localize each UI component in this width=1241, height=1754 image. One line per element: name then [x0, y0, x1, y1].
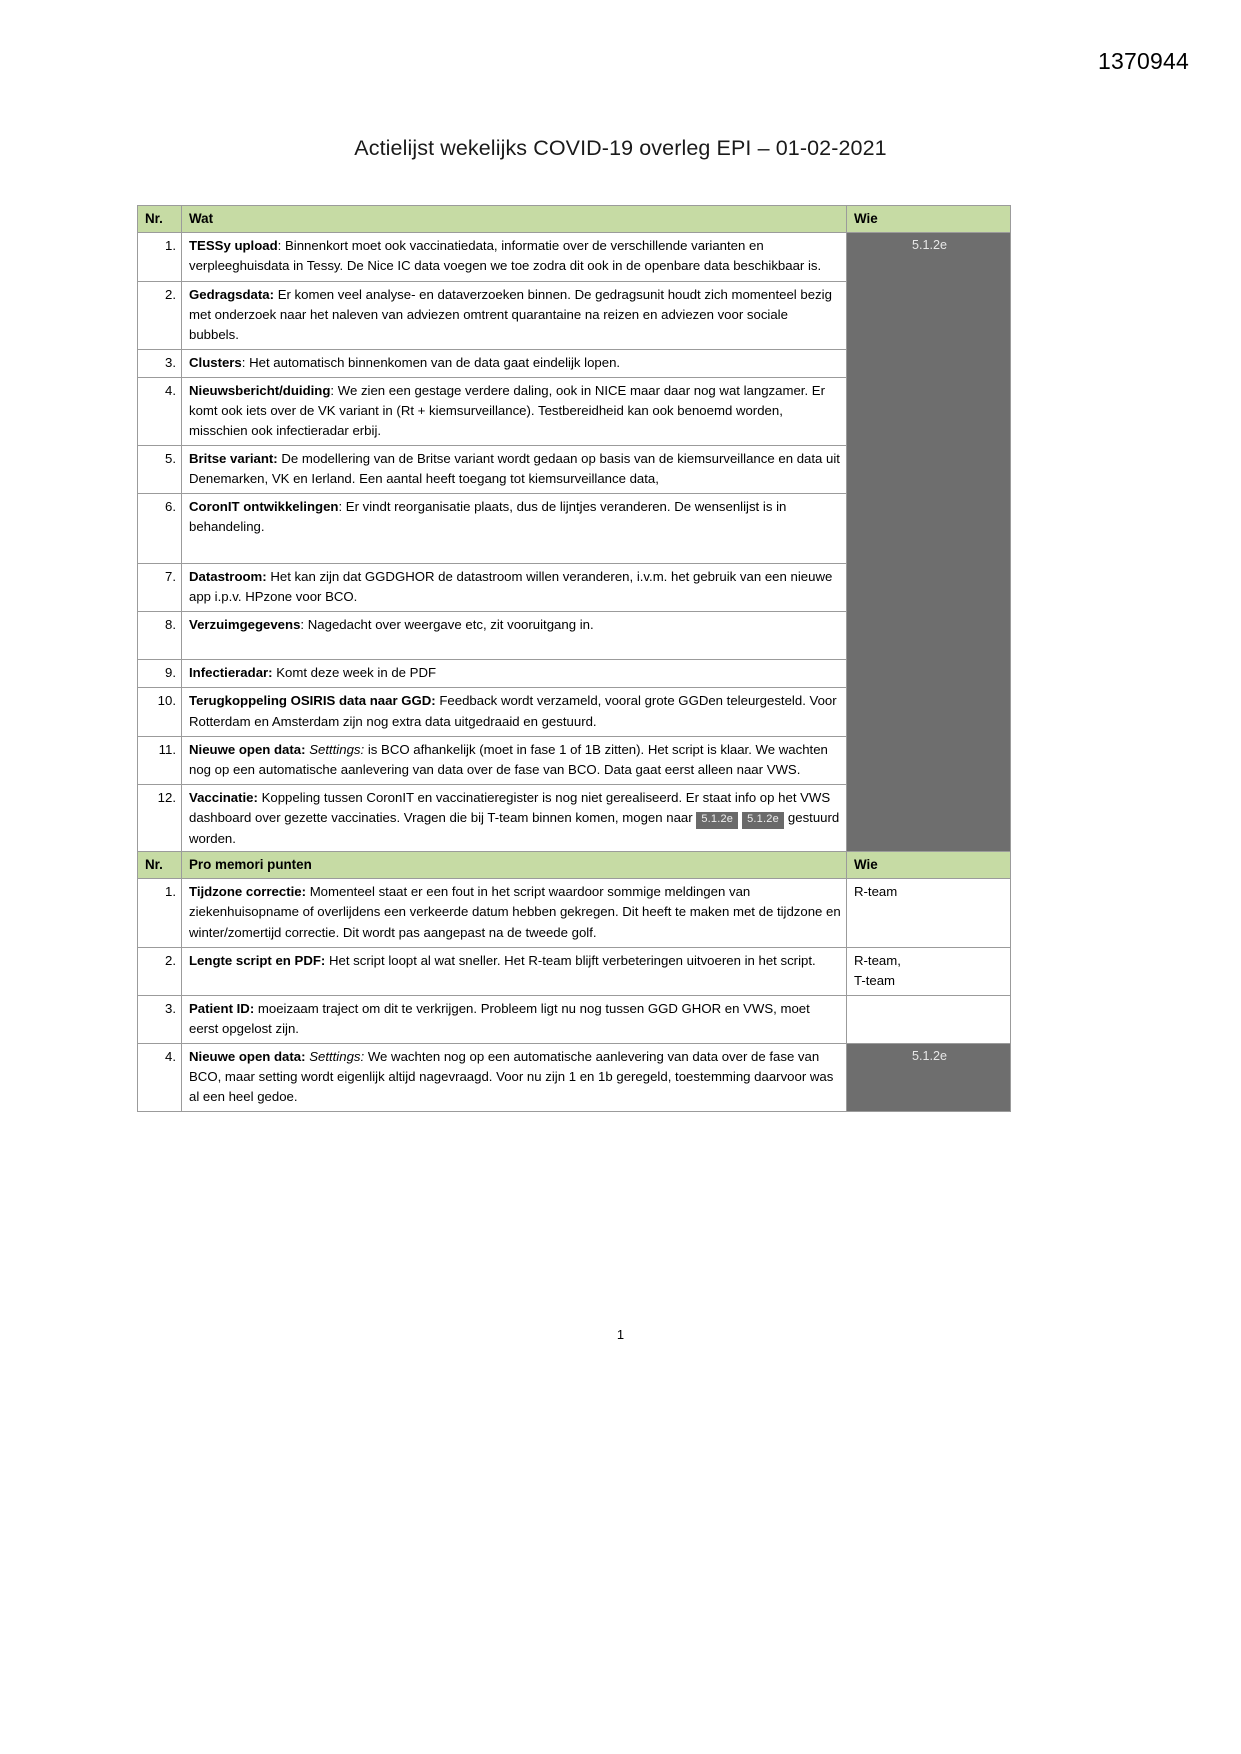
- page-number: 1: [616, 1327, 625, 1342]
- cell-wat-text: Komt deze week in de PDF: [276, 665, 437, 681]
- column-header-pro-memori: Pro memori punten: [182, 852, 847, 879]
- cell-wat: [182, 660, 847, 688]
- table-row: [138, 233, 1011, 281]
- cell-wat: [182, 281, 847, 349]
- cell-wat: [182, 688, 847, 736]
- table-row: [138, 879, 1011, 947]
- column-header-wie: Wie: [847, 852, 1011, 879]
- cell-nr: 9.: [138, 660, 182, 688]
- cell-wat-text: Binnenkort moet ook vaccinatiedata, informatie over de verschillende varianten en verpleeghuisdata in Tessy. De Nice IC data voegen we toe zodra dit ook in de openbare data beschikbaar is.: [189, 238, 822, 274]
- cell-wie: R-team, T-team: [847, 947, 1011, 995]
- cell-wat-text: De modellering van de Britse variant wordt gedaan op basis van de kiemsurveillance en data uit Denemarken, VK en Ierland. Een aantal heeft toegang tot kiemsurveillance data,: [189, 450, 840, 486]
- cell-wie-redacted: 5.1.2e: [847, 1043, 1011, 1111]
- cell-wat-title: Patient ID:: [189, 1000, 255, 1016]
- cell-wat-text: Het script loopt al wat sneller. Het R-team blijft verbeteringen uitvoeren in het script.: [328, 952, 816, 968]
- actions-table: [137, 205, 1011, 854]
- cell-wat: [182, 879, 847, 947]
- cell-wat-text: Koppeling tussen CoronIT en vaccinatieregister is nog niet gerealiseerd. Er staat info op het VWS dashboard over gezette vaccinaties. Vragen die bij T-team binnen komen, mogen naar: [189, 789, 831, 825]
- cell-wat-title: Nieuwe open data:: [189, 1048, 306, 1064]
- cell-wie-redacted: 5.1.2e: [847, 233, 1011, 853]
- cell-wat: [182, 445, 847, 493]
- page-title: Actielijst wekelijks COVID-19 overleg EPI – 01-02-2021: [354, 136, 887, 160]
- cell-wie: R-team: [847, 879, 1011, 947]
- table-row: [138, 947, 1011, 995]
- cell-wat-title: Vaccinatie:: [189, 789, 258, 805]
- cell-wat: Nieuwsbericht/duiding: We zien een gestage verdere daling, ook in NICE maar daar nog wat langzamer. Er komt ook iets over de VK variant in (Rt + kiemsurveillance). Testbereidheid kan ook benoemd worden, misschien ook infectieradar erbij.: [182, 377, 847, 445]
- cell-wat: [182, 995, 847, 1043]
- cell-wat: [182, 784, 847, 853]
- cell-nr: 10.: [138, 688, 182, 736]
- column-header-nr: Nr.: [138, 206, 182, 233]
- cell-wat-title: Britse variant:: [189, 450, 278, 466]
- table-header-row: [138, 852, 1011, 879]
- table-header-row: [138, 206, 1011, 233]
- redaction-marker: 5.1.2e: [696, 812, 738, 829]
- cell-wat-text: Er vindt reorganisatie plaats, dus de lijntjes veranderen. De wensenlijst is in behandeling.: [189, 499, 787, 535]
- cell-wat: [182, 947, 847, 995]
- cell-nr: 2.: [138, 281, 182, 349]
- cell-wat: [182, 564, 847, 612]
- cell-wat-title: Infectieradar:: [189, 665, 273, 681]
- cell-wat-text: Feedback wordt verzameld, vooral grote GGDen teleurgesteld. Voor Rotterdam en Amsterdam zijn nog extra data uitgedraaid en gestuurd.: [189, 693, 837, 729]
- column-header-wie: Wie: [847, 206, 1011, 233]
- column-header-wat: Wat: [182, 206, 847, 233]
- column-header-nr: Nr.: [138, 852, 182, 879]
- cell-nr: 1.: [138, 233, 182, 281]
- cell-wat-text: Nagedacht over weergave etc, zit vooruitgang in.: [307, 617, 594, 633]
- cell-nr: 5.: [138, 445, 182, 493]
- cell-wat-text: We zien een gestage verdere daling, ook in NICE maar daar nog wat langzamer. Er komt ook iets over de VK variant in (Rt + kiemsurveillance). Testbereidheid kan ook benoemd worden, misschien ook infectieradar erbij.: [189, 382, 825, 438]
- cell-wat-emphasis: Setttings:: [309, 1048, 365, 1064]
- cell-wat: [182, 1043, 847, 1111]
- cell-nr: 12.: [138, 784, 182, 853]
- cell-wie: [847, 995, 1011, 1043]
- cell-wat-title: CoronIT ontwikkelingen: [189, 499, 339, 515]
- cell-wat-title: Tijdzone correctie:: [189, 884, 307, 900]
- cell-wat-text: Het kan zijn dat GGDGHOR de datastroom willen veranderen, i.v.m. het gebruik van een nieuwe app i.p.v. HPzone voor BCO.: [189, 569, 833, 605]
- cell-wat-title: TESSy upload: [189, 238, 278, 254]
- cell-wat-title: Gedragsdata:: [189, 286, 275, 302]
- cell-wat-text: is BCO afhankelijk (moet in fase 1 of 1B zitten). Het script is klaar. We wachten nog op een automatische aanlevering van data over de fase van BCO. Data gaat eerst alleen naar VWS.: [189, 741, 828, 777]
- table-row: [138, 995, 1011, 1043]
- cell-wat-title: Terugkoppeling OSIRIS data naar GGD:: [189, 693, 436, 709]
- cell-nr: 11.: [138, 736, 182, 784]
- cell-wat-text: moeizaam traject om dit te verkrijgen. Probleem ligt nu nog tussen GGD GHOR en VWS, moet eerst opgelost zijn.: [189, 1000, 810, 1036]
- cell-nr: 6.: [138, 494, 182, 564]
- cell-nr: 3.: [138, 349, 182, 377]
- cell-wat-text: Het automatisch binnenkomen van de data gaat eindelijk lopen.: [249, 354, 621, 370]
- cell-wat-text: Er komen veel analyse- en dataverzoeken binnen. De gedragsunit houdt zich momenteel bezig met onderzoek naar het naleven van adviezen omtrent quarantaine na reizen en adviezen voor sociale bubbels.: [189, 286, 832, 342]
- cell-nr: 4.: [138, 377, 182, 445]
- cell-wat: [182, 736, 847, 784]
- cell-wat: TESSy upload: Binnenkort moet ook vaccinatiedata, informatie over de verschillende varianten en verpleeghuisdata in Tessy. De Nice IC data voegen we toe zodra dit ook in de openbare data beschikbaar is.: [182, 233, 847, 281]
- cell-nr: 3.: [138, 995, 182, 1043]
- cell-wat: Verzuimgegevens: Nagedacht over weergave etc, zit vooruitgang in.: [182, 612, 847, 660]
- cell-wat: CoronIT ontwikkelingen: Er vindt reorganisatie plaats, dus de lijntjes veranderen. De wensenlijst is in behandeling.: [182, 494, 847, 564]
- cell-wat-emphasis: Setttings:: [309, 741, 365, 757]
- cell-wat-text-after: gestuurd worden.: [189, 809, 840, 846]
- cell-wat-title: Lengte script en PDF:: [189, 952, 326, 968]
- cell-nr: 1.: [138, 879, 182, 947]
- cell-wat: Clusters: Het automatisch binnenkomen van de data gaat eindelijk lopen.: [182, 349, 847, 377]
- cell-wat-title: Verzuimgegevens: [189, 617, 301, 633]
- pro-memori-table: [137, 851, 1011, 1112]
- cell-wat-text: Momenteel staat er een fout in het script waardoor sommige meldingen van ziekenhuisopname of overlijdens een verkeerde datum hebben gekregen. Dit heeft te maken met de tijdzone en winter/zomertijd correctie. Dit wordt pas aangepast na de tweede golf.: [189, 884, 841, 940]
- redaction-marker: 5.1.2e: [742, 812, 784, 829]
- cell-nr: 7.: [138, 564, 182, 612]
- cell-wat-title: Nieuwe open data:: [189, 741, 306, 757]
- cell-nr: 8.: [138, 612, 182, 660]
- table-row: [138, 1043, 1011, 1111]
- cell-wat-title: Nieuwsbericht/duiding: [189, 382, 331, 398]
- cell-wat-text: We wachten nog op een automatische aanlevering van data over de fase van BCO, maar setting wordt eigenlijk altijd nagevraagd. Voor nu zijn 1 en 1b geregeld, toestemming daarvoor was al een heel gedoe.: [189, 1048, 834, 1104]
- cell-nr: 4.: [138, 1043, 182, 1111]
- cell-wat-title: Clusters: [189, 354, 242, 370]
- cell-nr: 2.: [138, 947, 182, 995]
- cell-wat-title: Datastroom:: [189, 569, 267, 585]
- document-number: 1370944: [1098, 48, 1189, 74]
